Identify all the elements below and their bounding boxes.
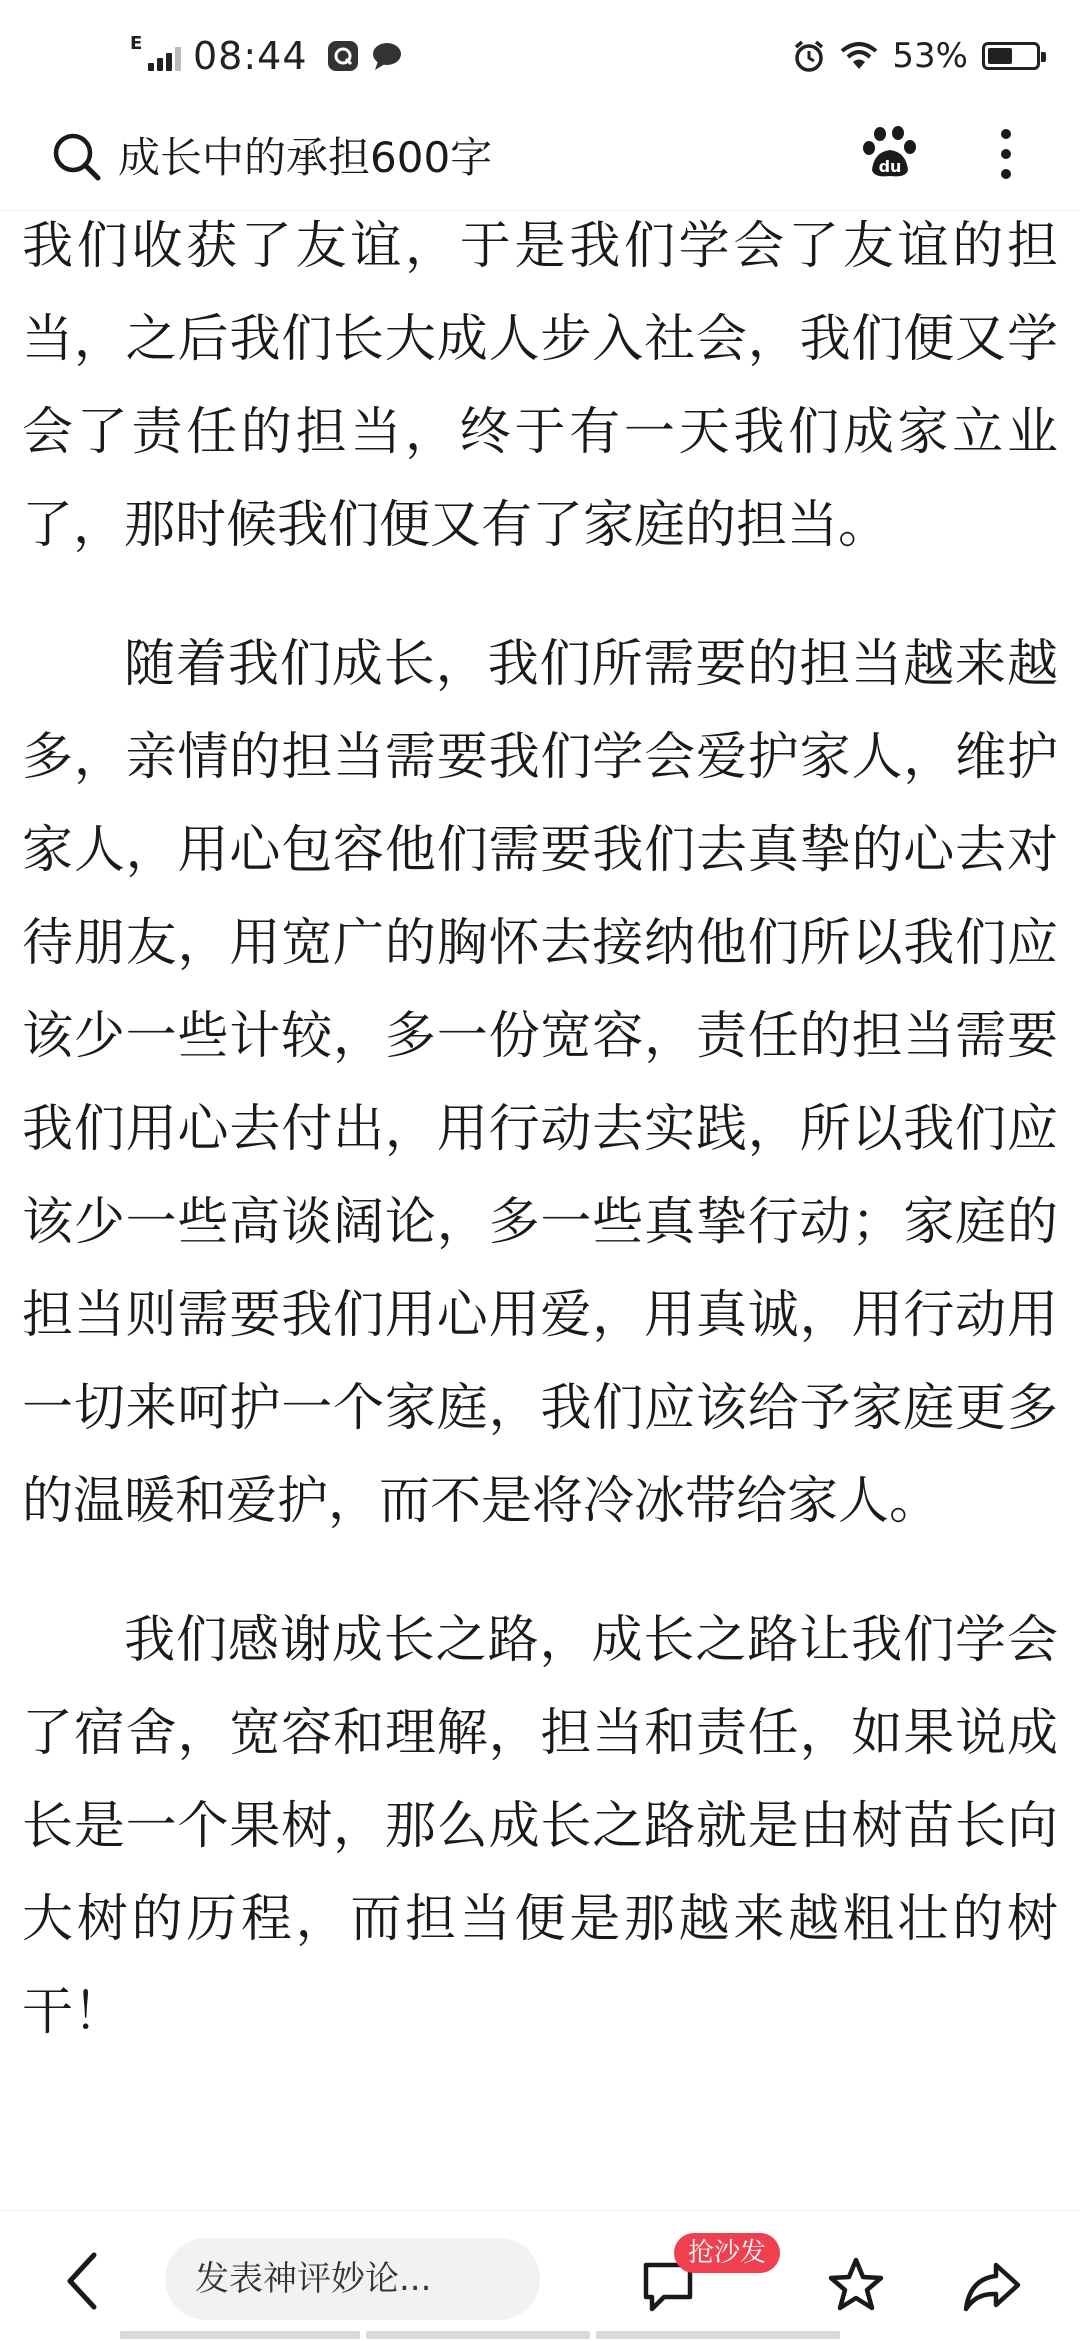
article-paragraph: 随着我们成长，我们所需要的担当越来越多，亲情的担当需要我们学会爱护家人，维护家人，用心包容他们需要我们去真挚的心去对待朋友，用宽广的胸怀去接纳他们所以我们应该少一些计较，多一份宽容，责任的担当需要我们用心去付出，用行动去实践，所以我们应该少一些高谈阔论，多一些真挚行动；家庭的担当则需要我们用心用爱，用真诚，用行动用一切来呵护一个家庭，我们应该给予家庭更多的温暖和爱护，而不是将冷冰带给家人。	[22, 635, 1058, 1531]
status-left	[132, 34, 414, 78]
signal-icon	[130, 33, 181, 71]
battery-fill	[988, 48, 1012, 64]
bottom-action-bar	[0, 2210, 1080, 2341]
svg-text:du: du	[878, 157, 902, 176]
back-icon[interactable]	[62, 2251, 102, 2311]
wifi-icon	[840, 41, 878, 71]
search-query[interactable]: 成长中的承担600字	[118, 133, 493, 182]
battery-percent: 53%	[892, 36, 968, 76]
article-paragraph: 我们感谢成长之路，成长之路让我们学会了宿舍，宽容和理解，担当和责任，如果说成长是一个果树，那么成长之路就是由树苗长向大树的历程，而担当便是那越来越粗壮的树干！	[22, 1611, 1058, 2042]
app-notification-icon	[326, 39, 360, 73]
search-header[interactable]	[0, 120, 1080, 211]
more-vertical-icon[interactable]	[994, 124, 1018, 184]
clock: 08:44	[193, 34, 308, 78]
battery-icon	[982, 42, 1040, 70]
sofa-badge[interactable]: 抢沙发	[674, 2233, 780, 2273]
status-right	[792, 36, 1040, 76]
network-type: E	[130, 33, 143, 54]
article-body	[22, 200, 1058, 2105]
star-icon[interactable]	[826, 2255, 886, 2315]
article-paragraph: 我们收获了友谊，于是我们学会了友谊的担当，之后我们长大成人步入社会，我们便又学会了责任的担当，终于有一天我们成家立业了，那时候我们便又有了家庭的担当。	[22, 217, 1058, 555]
share-icon[interactable]	[962, 2259, 1022, 2315]
comment-input[interactable]: 发表神评妙论...	[165, 2238, 540, 2320]
home-indicator	[120, 2331, 846, 2339]
baidu-paw-icon[interactable]	[860, 122, 920, 182]
alarm-icon	[792, 39, 826, 73]
search-icon[interactable]	[50, 130, 104, 184]
message-icon	[370, 39, 404, 73]
status-bar	[0, 0, 1080, 120]
